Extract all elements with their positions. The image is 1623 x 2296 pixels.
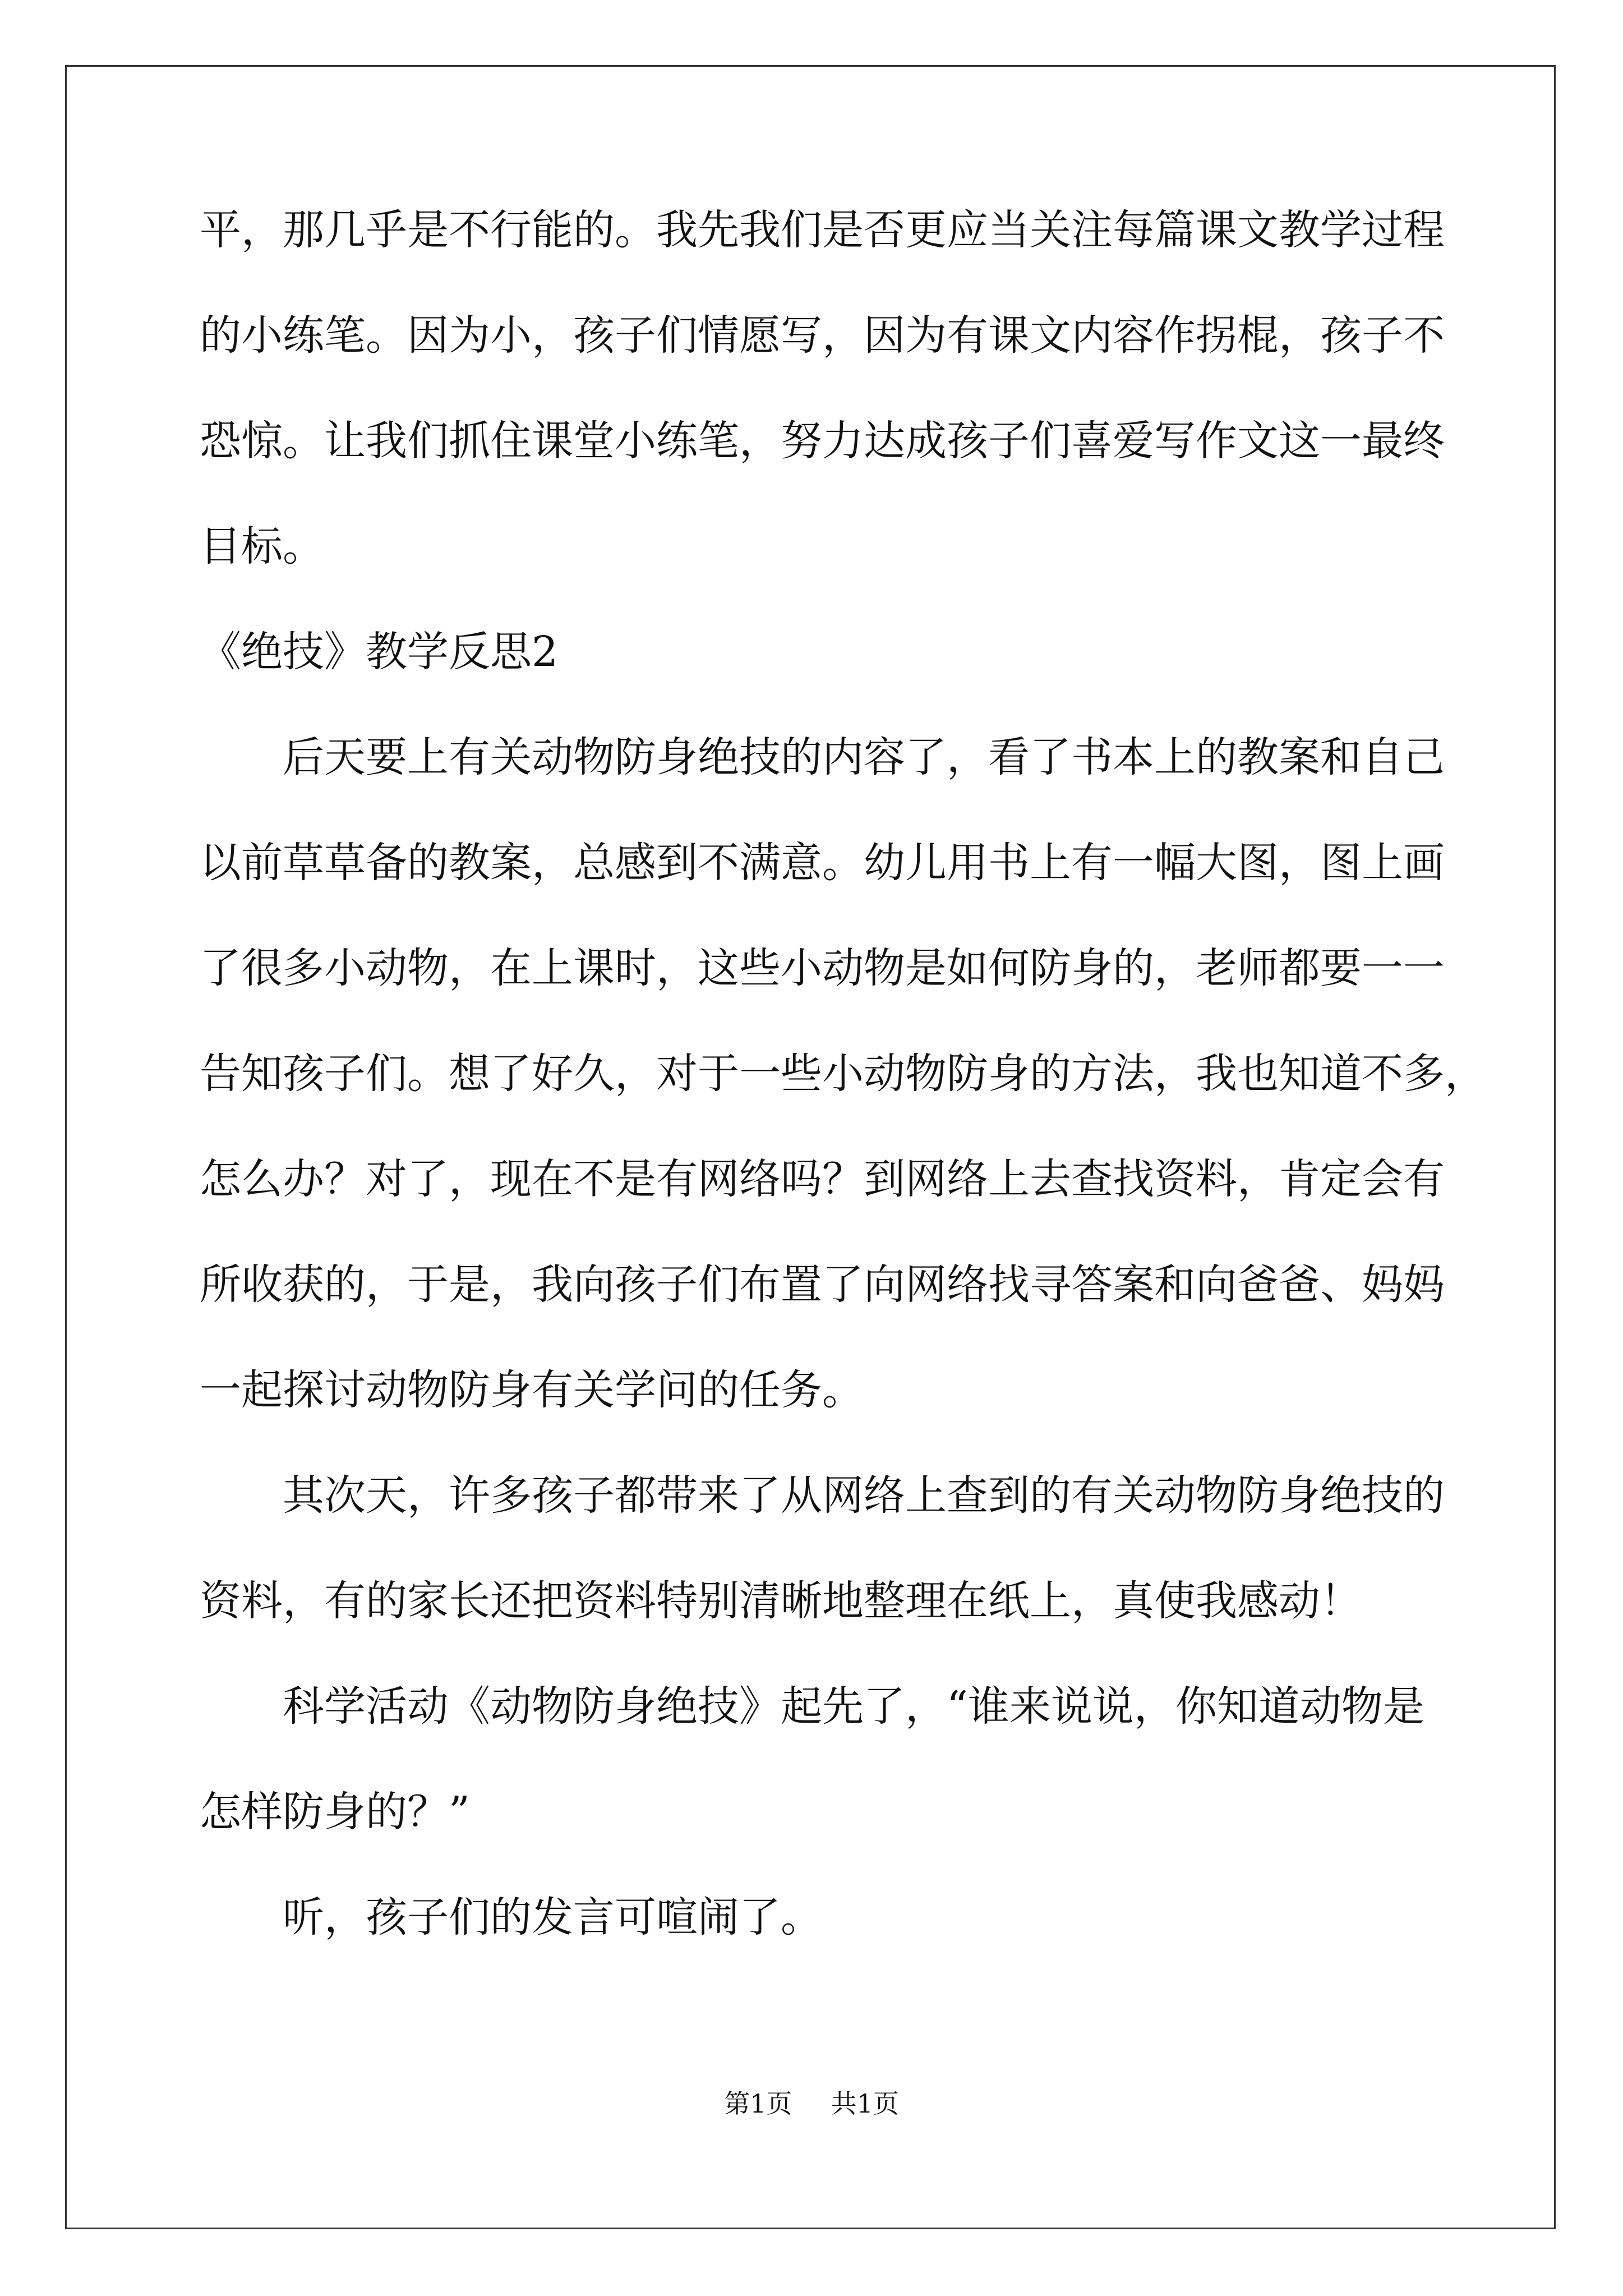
paragraph-line: 一起探讨动物防身有关学问的任务。 xyxy=(200,1366,864,1414)
paragraph-line: 其次天，许多孩子都带来了从网络上查到的有关动物防身绝技的 xyxy=(283,1471,1445,1520)
paragraph-line: 的小练笔。因为小，孩子们情愿写，因为有课文内容作拐棍，孩子不 xyxy=(200,311,1445,360)
paragraph-line: 所收获的，于是，我向孩子们布置了向网络找寻答案和向爸爸、妈妈 xyxy=(200,1260,1445,1309)
paragraph-line: 怎么办？对了，现在不是有网络吗？到网络上去查找资料，肯定会有 xyxy=(200,1155,1445,1203)
page-footer xyxy=(0,2087,1623,2120)
paragraph-line: 平，那几乎是不行能的。我先我们是否更应当关注每篇课文教学过程 xyxy=(200,206,1445,254)
page-number: 第1页 xyxy=(724,2088,792,2119)
paragraph-line: 后天要上有关动物防身绝技的内容了，看了书本上的教案和自己 xyxy=(283,733,1445,781)
paragraph-line: 恐惊。让我们抓住课堂小练笔，努力达成孩子们喜爱写作文这一最终 xyxy=(200,417,1445,465)
page-total: 共1页 xyxy=(831,2088,899,2119)
section-heading: 《绝技》教学反思2 xyxy=(200,628,559,676)
paragraph-line: 以前草草备的教案，总感到不满意。幼儿用书上有一幅大图，图上画 xyxy=(200,839,1445,887)
document-body xyxy=(200,202,1486,1945)
paragraph-line: 目标。 xyxy=(200,522,324,570)
paragraph-line: 怎样防身的？” xyxy=(200,1788,470,1836)
paragraph-line: 科学活动《动物防身绝技》起先了，“谁来说说，你知道动物是 xyxy=(283,1682,1424,1731)
paragraph-line: 了很多小动物，在上课时，这些小动物是如何防身的，老师都要一一 xyxy=(200,944,1445,992)
paragraph-line: 告知孩子们。想了好久，对于一些小动物防身的方法，我也知道不多， xyxy=(200,1050,1486,1098)
paragraph-line: 听，孩子们的发言可喧闹了。 xyxy=(283,1893,822,1941)
paragraph-line: 资料，有的家长还把资料特别清晰地整理在纸上，真使我感动！ xyxy=(200,1577,1362,1625)
